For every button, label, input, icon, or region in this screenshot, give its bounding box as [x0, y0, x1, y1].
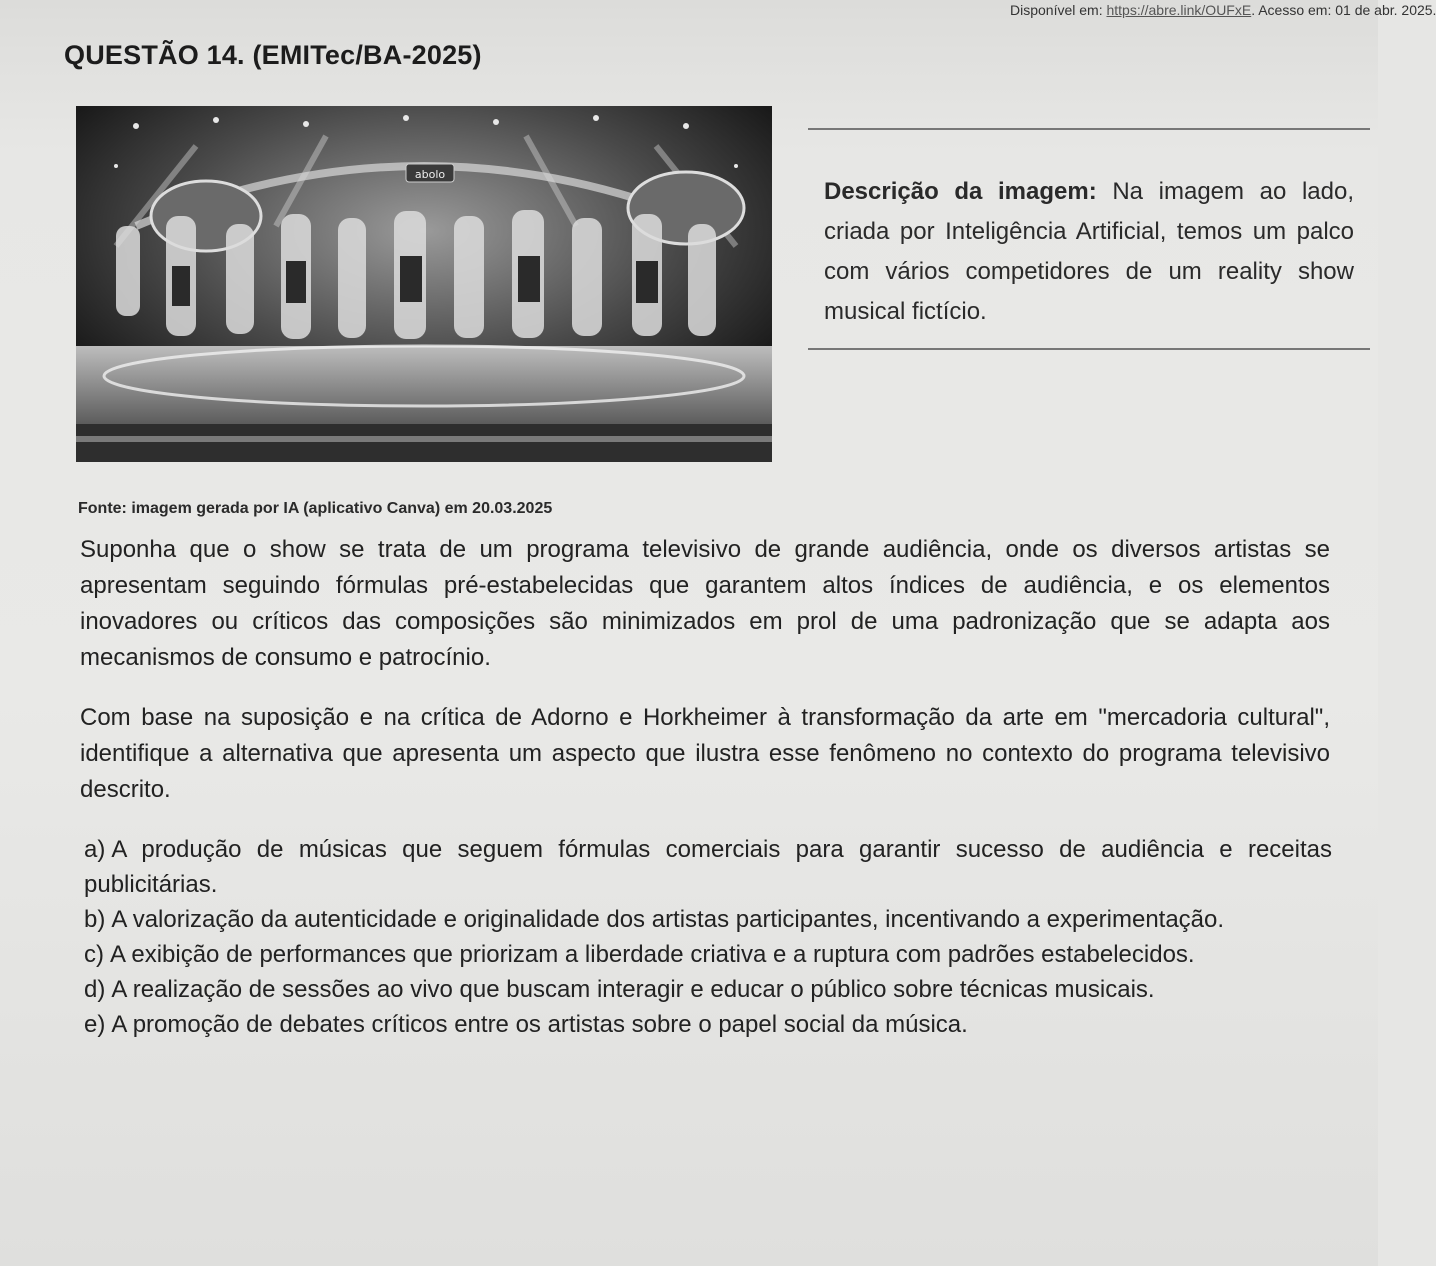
option-text: A produção de músicas que seguem fórmulas comerciais para garantir sucesso de audiência e receitas publicitárias. — [84, 836, 1332, 898]
option-text: A promoção de debates críticos entre os artistas sobre o papel social da música. — [111, 1011, 968, 1038]
option-text: A valorização da autenticidade e originalidade dos artistas participantes, incentivando a experimentação. — [111, 906, 1225, 933]
stage-photo — [76, 106, 772, 462]
option-e[interactable] — [84, 1007, 1332, 1042]
stage-sign: abolo — [414, 168, 446, 181]
description-label: Descrição da imagem: — [824, 178, 1097, 205]
image-description — [824, 172, 1354, 332]
image-caption: Fonte: imagem gerada por IA (aplicativo Canva) em 20.03.2025 — [78, 500, 553, 517]
option-letter: e) — [84, 1011, 106, 1038]
description-text: Na imagem ao lado, criada por Inteligência Artificial, temos um palco com vários competidores de um reality show musical fictício. — [824, 178, 1355, 325]
source-url[interactable]: https://abre.link/OUFxE — [1106, 2, 1252, 18]
option-text: A exibição de performances que priorizam a liberdade criativa e a ruptura com padrões estabelecidos. — [110, 941, 1195, 968]
option-letter: a) — [84, 836, 106, 863]
prompt-paragraph: Com base na suposição e na crítica de Adorno e Horkheimer à transformação da arte em "mercadoria cultural", identifique a alternativa que apresenta um aspecto que ilustra esse fenômeno no contexto do programa televisivo descrito. — [80, 704, 1330, 803]
source-suffix: . Acesso em: 01 de abr. 2025. — [1251, 2, 1436, 18]
option-c[interactable] — [84, 937, 1332, 972]
context-paragraph: Suponha que o show se trata de um programa televisivo de grande audiência, onde os diversos artistas se apresentam seguindo fórmulas pré-estabelecidas que garantem altos índices de audiência, e os elementos inovadores ou críticos das composições são minimizados em prol de uma padronização que se adapta aos mecanismos de consumo e patrocínio. — [80, 536, 1330, 671]
answer-options — [84, 832, 1332, 1042]
option-a[interactable] — [84, 832, 1332, 902]
option-letter: b) — [84, 906, 106, 933]
image-description-box — [808, 128, 1370, 350]
question-title: QUESTÃO 14. (EMITec/BA-2025) — [64, 40, 482, 70]
source-reference — [1010, 2, 1436, 18]
option-d[interactable] — [84, 972, 1332, 1007]
source-prefix: Disponível em: — [1010, 2, 1103, 18]
option-b[interactable] — [84, 902, 1332, 937]
option-letter: c) — [84, 941, 104, 968]
option-text: A realização de sessões ao vivo que buscam interagir e educar o público sobre técnicas musicais. — [111, 976, 1155, 1003]
option-letter: d) — [84, 976, 106, 1003]
